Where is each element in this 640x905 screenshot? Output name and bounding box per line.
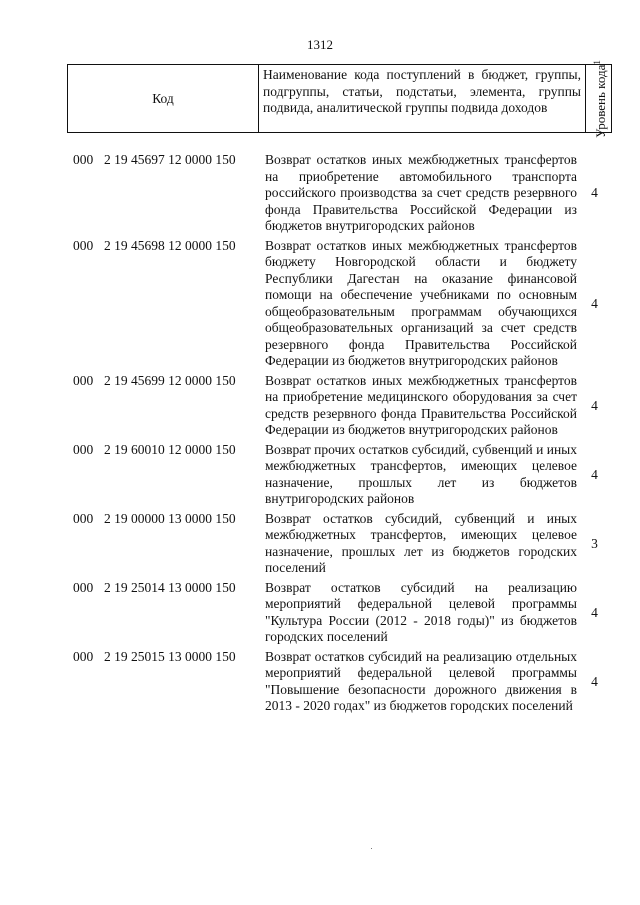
income-code: 2 19 45699 12 0000 150 <box>104 372 236 388</box>
code-level: 4 <box>591 295 598 311</box>
admin-code: 000 <box>73 579 94 595</box>
income-name: Возврат прочих остатков субсидий, субвенций и иных межбюджетных трансфертов, имеющих целевое назначение, прошлых лет из бюджетов внутригородских районов <box>265 441 577 506</box>
table-header <box>67 59 612 138</box>
admin-code: 000 <box>73 372 94 388</box>
income-name: Возврат остатков иных межбюджетных трансфертов на приобретение медицинского оборудования за счет средств резервного фонда Правительства Российской Федерации из бюджетов внутригородских районов <box>265 372 577 437</box>
table-body <box>67 152 612 718</box>
income-code: 2 19 45698 12 0000 150 <box>104 237 236 253</box>
table-row <box>67 373 612 439</box>
code-level: 4 <box>591 604 598 620</box>
code-level: 4 <box>591 673 598 689</box>
income-code: 2 19 00000 13 0000 150 <box>104 510 236 526</box>
code-level: 3 <box>591 535 598 551</box>
code-level: 4 <box>591 466 598 482</box>
income-code: 2 19 25014 13 0000 150 <box>104 579 236 595</box>
table-row <box>67 152 612 235</box>
header-code: Код <box>68 65 259 132</box>
income-code: 2 19 60010 12 0000 150 <box>104 441 236 457</box>
table-row <box>67 580 612 646</box>
admin-code: 000 <box>73 237 94 253</box>
table-row <box>67 442 612 508</box>
header-level-text: Уровень кода <box>592 64 608 138</box>
admin-code: 000 <box>73 510 94 526</box>
income-code: 2 19 45697 12 0000 150 <box>104 152 236 167</box>
table-row <box>67 649 612 715</box>
header-level-cell <box>586 59 611 138</box>
admin-code: 000 <box>73 441 94 457</box>
code-level: 4 <box>591 397 598 413</box>
admin-code: 000 <box>73 152 94 167</box>
income-name: Возврат остатков субсидий на реализацию отдельных мероприятий федеральной целевой программы "Повышение безопасности дорожного движения в 2013 - 2020 годах" из бюджетов городских поселений <box>265 648 577 713</box>
income-name: Возврат остатков иных межбюджетных трансфертов бюджету Новгородской области и бюджету Республики Дагестан на оказание финансовой помощи на обеспечение учебниками по основным общеобразовательным программам обучающихся общеобразовательных организаций за счет средств резервного фонда Правительства Российской Федерации из бюджетов внутригородских районов <box>265 237 577 368</box>
admin-code: 000 <box>73 648 94 664</box>
income-name: Возврат остатков субсидий на реализацию мероприятий федеральной целевой программы "Культура России (2012 - 2018 годы)" из бюджетов городских поселений <box>265 579 577 644</box>
income-name: Возврат остатков иных межбюджетных трансфертов на приобретение автомобильного транспорта российского производства за счет средств резервного фонда Правительства Российской Федерации из бюджетов внутригородских районов <box>265 152 577 233</box>
header-level-footnote: 1 <box>591 59 602 65</box>
header-name: Наименование кода поступлений в бюджет, группы, подгруппы, статьи, подстатьи, элемента, группы подвида, аналитической группы подвида доходов <box>259 65 586 132</box>
code-level: 4 <box>591 185 598 201</box>
page-number: 1312 <box>307 37 333 52</box>
scan-speck <box>371 848 372 849</box>
header-level <box>590 60 606 138</box>
income-name: Возврат остатков субсидий, субвенций и иных межбюджетных трансфертов, имеющих целевое назначение, прошлых лет из бюджетов городских поселений <box>265 510 577 575</box>
income-code: 2 19 25015 13 0000 150 <box>104 648 236 664</box>
table-row <box>67 511 612 577</box>
table-row <box>67 238 612 370</box>
